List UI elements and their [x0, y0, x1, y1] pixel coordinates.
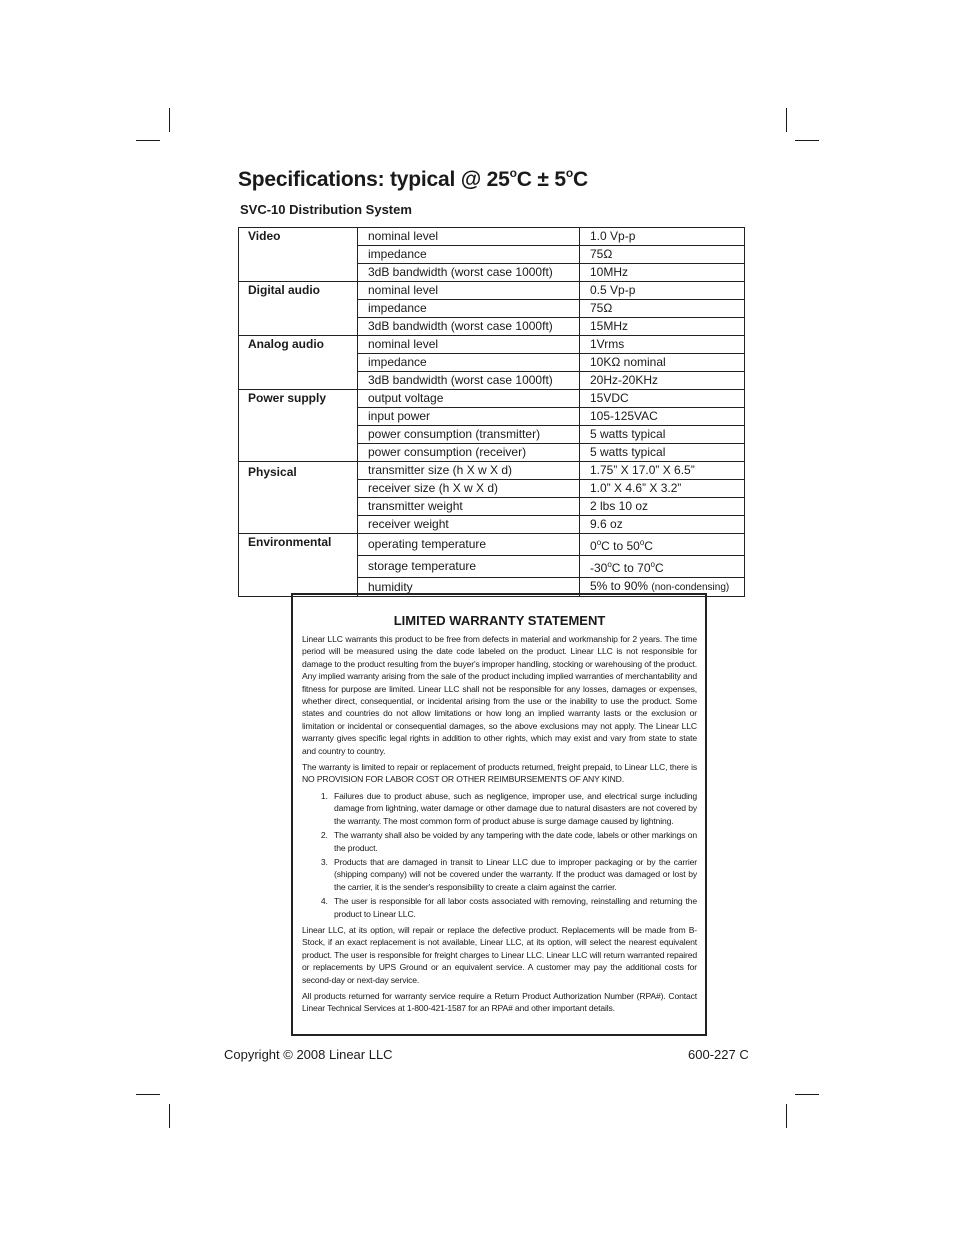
value-cell: 75Ω: [580, 246, 745, 264]
param-cell: impedance: [358, 246, 580, 264]
crop-mark: [169, 1104, 170, 1128]
param-cell: 3dB bandwidth (worst case 1000ft): [358, 372, 580, 390]
category-cell: Physical: [239, 462, 358, 534]
value-cell: 105-125VAC: [580, 408, 745, 426]
value-cell: 15MHz: [580, 318, 745, 336]
crop-mark: [795, 140, 819, 141]
value-cell: 1.75” X 17.0” X 6.5”: [580, 462, 745, 480]
page-subtitle: SVC-10 Distribution System: [240, 202, 412, 217]
param-cell: output voltage: [358, 390, 580, 408]
warranty-list: [302, 790, 697, 920]
param-cell: input power: [358, 408, 580, 426]
value-cell: 0$^o$C to 50$^o$C: [580, 534, 745, 556]
category-cell: Digital audio: [239, 282, 358, 336]
param-cell: storage temperature: [358, 556, 580, 578]
value-cell: 1.0” X 4.6” X 3.2”: [580, 480, 745, 498]
page-title: Specifications: typical @ $25^oC \pm 5^oC$: [238, 166, 588, 191]
copyright: Copyright © 2008 Linear LLC: [224, 1047, 393, 1062]
value-cell: 5 watts typical: [580, 444, 745, 462]
crop-mark: [136, 140, 160, 141]
param-cell: impedance: [358, 300, 580, 318]
param-cell: transmitter weight: [358, 498, 580, 516]
table-row: [239, 462, 745, 480]
category-cell: Analog audio: [239, 336, 358, 390]
param-cell: nominal level: [358, 336, 580, 354]
value-cell: 10KΩ nominal: [580, 354, 745, 372]
value-cell: 15VDC: [580, 390, 745, 408]
value-cell: 5 watts typical: [580, 426, 745, 444]
warranty-paragraph: Linear LLC, at its option, will repair or replace the defective product. Replacements will be made from B-Stock, if an exact replacement is not available, Linear LLC, at its option, will select the nearest equivalent product. The user is responsible for freight charges to Linear LLC. Linear LLC will return warranted repaired or replacements by UPS Ground or an equivalent service. A customer may pay the additional costs for second-day or next-day service.: [302, 924, 697, 985]
value-cell: 20Hz-20KHz: [580, 372, 745, 390]
warranty-box: [291, 593, 707, 1036]
category-cell: Power supply: [239, 390, 358, 462]
value-cell: 10MHz: [580, 264, 745, 282]
value-cell: 1.0 Vp-p: [580, 228, 745, 246]
warranty-paragraph: All products returned for warranty service require a Return Product Authorization Number (RPA#). Contact Linear Technical Services at 1-800-421-1587 for an RPA# and other important details.: [302, 990, 697, 1014]
param-cell: power consumption (receiver): [358, 444, 580, 462]
param-cell: operating temperature: [358, 534, 580, 556]
warranty-heading: LIMITED WARRANTY STATEMENT: [393, 613, 606, 628]
param-cell: impedance: [358, 354, 580, 372]
document-number: 600-227 C: [688, 1047, 749, 1062]
param-cell: humidity: [358, 578, 580, 597]
param-cell: 3dB bandwidth (worst case 1000ft): [358, 318, 580, 336]
crop-mark: [786, 1104, 787, 1128]
list-item: 2. The warranty shall also be voided by any tampering with the date code, labels or other markings on the product.: [330, 829, 697, 854]
value-cell: 1Vrms: [580, 336, 745, 354]
crop-mark: [136, 1094, 160, 1095]
param-cell: receiver weight: [358, 516, 580, 534]
value-cell: -30$^o$C to 70$^o$C: [580, 556, 745, 578]
crop-mark: [795, 1094, 819, 1095]
value-cell: 75Ω: [580, 300, 745, 318]
warranty-paragraph: The warranty is limited to repair or replacement of products returned, freight prepaid, to Linear LLC, there is NO PROVISION FOR LABOR COST OR OTHER REIMBURSEMENTS OF ANY KIND.: [302, 762, 697, 785]
warranty-paragraph: Linear LLC warrants this product to be free from defects in material and workmanship for 2 years. The time period will be measured using the date code labeled on the product. Linear LLC is not responsible for damage to the product resulting from the buyer's improper handling, stocking or warehousing of the product. Any implied warranty arising from the sale of the product including implied warranties of merchantability and fitness for purpose are limited. Linear LLC shall not be responsible for any losses, damages or expenses, whether direct, consequential, or incidental arising from the use or the inability to use the product. Some states and countries do not allow limitations or how long an implied warranty lasts or the exclusion or limitation or incidental or consequential damages, so the above exclusions may not apply. The Linear LLC warranty gives specific legal rights in addition to other rights, which may exist and vary from state to state and country to country.: [302, 634, 697, 756]
value-cell: 2 lbs 10 oz: [580, 498, 745, 516]
value-cell: 0.5 Vp-p: [580, 282, 745, 300]
table-row: [239, 534, 745, 556]
param-cell: transmitter size (h X w X d): [358, 462, 580, 480]
crop-mark: [169, 108, 170, 132]
value-cell: 9.6 oz: [580, 516, 745, 534]
list-item: 3. Products that are damaged in transit to Linear LLC due to improper packaging or by the carrier (shipping company) will not be covered under the warranty. If the product was damaged or lost by the carrier, it is the sender's responsibility to create a claim against the carrier.: [330, 856, 697, 893]
crop-mark: [786, 108, 787, 132]
list-item: 4. The user is responsible for all labor costs associated with removing, reinstalling and returning the product to Linear LLC.: [330, 895, 697, 920]
category-cell: Environmental: [239, 534, 358, 597]
param-cell: 3dB bandwidth (worst case 1000ft): [358, 264, 580, 282]
param-cell: receiver size (h X w X d): [358, 480, 580, 498]
table-row: [239, 282, 745, 300]
table-row: [239, 390, 745, 408]
category-cell: Video: [239, 228, 358, 282]
value-cell: 5% to 90% (non-condensing): [580, 578, 745, 597]
spec-table: [238, 227, 745, 597]
param-cell: nominal level: [358, 228, 580, 246]
list-item: 1. Failures due to product abuse, such as negligence, improper use, and electrical surge including damage from lightning, water damage or other damage due to natural disasters are not covered by the warranty. The most common form of product abuse is surge damage caused by lightning.: [330, 790, 697, 827]
table-row: [239, 228, 745, 246]
param-cell: power consumption (transmitter): [358, 426, 580, 444]
table-row: [239, 336, 745, 354]
param-cell: nominal level: [358, 282, 580, 300]
